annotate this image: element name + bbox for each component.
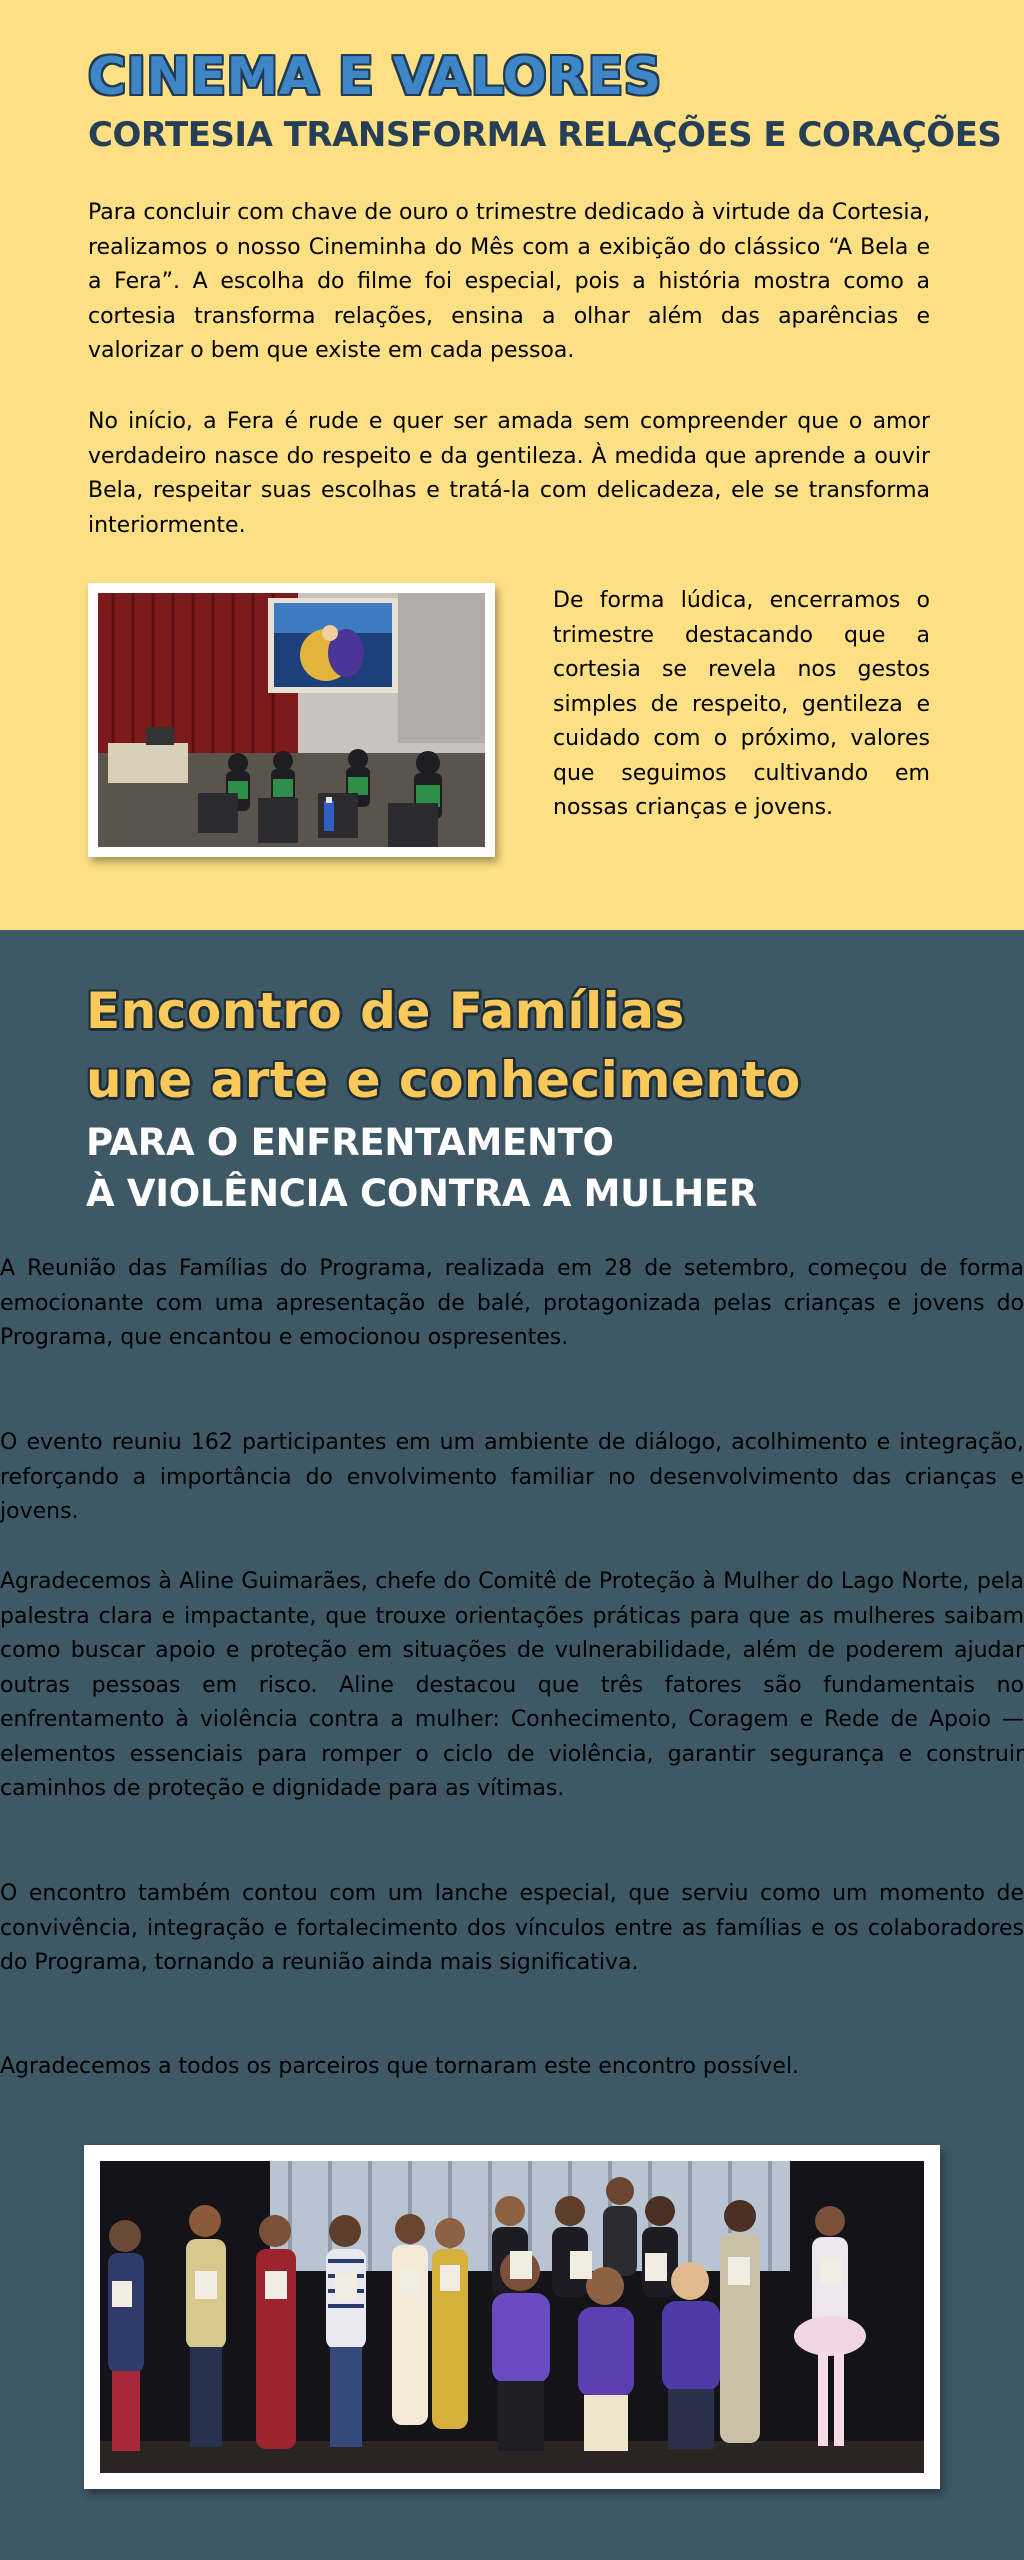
families-paragraph: O encontro também contou com um lanche especial, que serviu como um momento de convivência, integração e fortalecimento dos vínculos entre as famílias e os colaboradores do Programa, tornando a reunião ainda mais significativa.: [0, 1881, 1024, 1975]
families-paragraph: O evento reuniu 162 participantes em um ambiente de diálogo, acolhimento e integração, reforçando a importância do envolvimento familiar no desenvolvimento das crianças e jovens.: [0, 1430, 1024, 1524]
families-subtitle-line1: PARA O ENFRENTAMENTO: [86, 1121, 614, 1164]
families-title-line2: une arte e conhecimento: [86, 1051, 801, 1109]
cinema-paragraph: Para concluir com chave de ouro o trimestre dedicado à virtude da Cortesia, realizamos o nosso Cineminha do Mês com a exibição do clássico “A Bela e a Fera”. A escolha do filme foi especial, pois a história mostra como a cortesia transforma relações, ensina a olhar além das aparências e valorizar o bem que existe em cada pessoa.: [88, 200, 930, 363]
families-subtitle-line2: À VIOLÊNCIA CONTRA A MULHER: [86, 1172, 758, 1215]
families-group-photo: [100, 2161, 924, 2473]
cinema-subtitle: CORTESIA TRANSFORMA RELAÇÕES E CORAÇÕES: [88, 115, 1002, 155]
families-paragraph: Agradecemos a todos os parceiros que tornaram este encontro possível.: [0, 2054, 800, 2079]
families-title-line1: Encontro de Famílias: [86, 982, 685, 1040]
families-paragraph: A Reunião das Famílias do Programa, realizada em 28 de setembro, começou de forma emocionante com uma apresentação de balé, protagonizada pelas crianças e jovens do Programa, que encantou e emocionou ospresentes.: [0, 1256, 1024, 1350]
cinema-paragraph: No início, a Fera é rude e quer ser amada sem compreender que o amor verdadeiro nasce do respeito e da gentileza. À medida que aprende a ouvir Bela, respeitar suas escolhas e tratá-la com delicadeza, ele se transforma interiormente.: [88, 409, 930, 538]
cinema-title: CINEMA E VALORES: [88, 47, 662, 107]
cinema-screening-photo: [98, 593, 485, 847]
families-paragraph: Agradecemos à Aline Guimarães, chefe do Comitê de Proteção à Mulher do Lago Norte, pela palestra clara e impactante, que trouxe orientações práticas para que as mulheres saibam como buscar apoio e proteção em situações de vulnerabilidade, além de poderem ajudar outras pessoas em risco. Aline destacou que três fatores são fundamentais no enfrentamento à violência contra a mulher: Conhecimento, Coragem e Rede de Apoio — elementos essenciais para romper o ciclo de violência, garantir segurança e construir caminhos de proteção e dignidade para as vítimas.: [0, 1569, 1024, 1801]
cinema-photo-frame: [88, 583, 495, 857]
group-photo-frame: [84, 2145, 940, 2489]
cinema-paragraph: De forma lúdica, encerramos o trimestre destacando que a cortesia se revela nos gestos simples de respeito, gentileza e cuidado com o próximo, valores que seguimos cultivando em nossas crianças e jovens.: [553, 588, 930, 820]
